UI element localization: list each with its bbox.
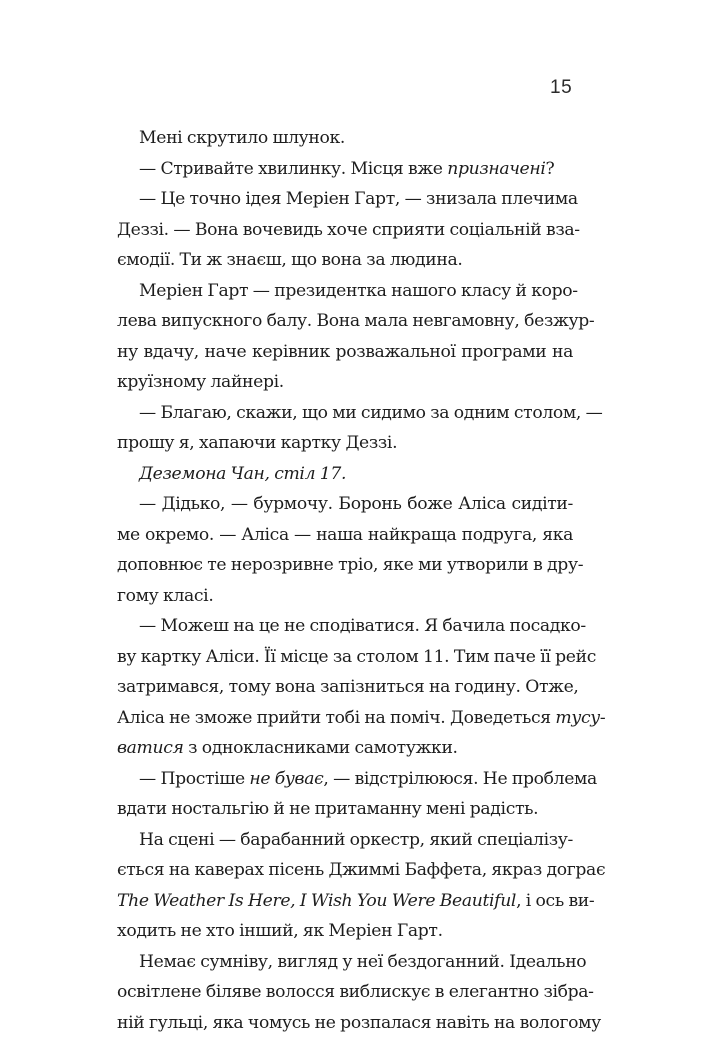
text-line [117, 642, 573, 673]
text-segment: Немає сумніву, вигляд у неї бездоганний. Ідеально [139, 952, 586, 972]
text-segment: ходить не хто інший, як Меріен Гарт. [117, 921, 443, 941]
text-line [117, 215, 573, 246]
text-line [117, 520, 573, 551]
text-line [117, 245, 573, 276]
text-segment: Меріен Гарт — президентка нашого класу й коро- [139, 281, 578, 301]
text-line [117, 1008, 573, 1038]
text-segment: вдати ностальгію й не притаманну мені радість. [117, 799, 538, 819]
text-segment: , — відстрілююся. Не проблема [323, 769, 597, 789]
text-segment: Мені скрутило шлунок. [139, 128, 345, 148]
text-line [117, 764, 573, 795]
text-segment: з однокласниками самотужки. [184, 738, 458, 758]
text-segment: — Можеш на це не сподіватися. Я бачила посадко- [139, 616, 586, 636]
text-line [117, 672, 573, 703]
text-line [117, 611, 573, 642]
text-segment: круїзному лайнері. [117, 372, 284, 392]
text-segment: прошу я, хапаючи картку Деззі. [117, 433, 397, 453]
text-line [117, 123, 573, 154]
text-line [117, 825, 573, 856]
text-segment: — Благаю, скажи, що ми сидимо за одним столом, — [139, 403, 602, 423]
italic-text: Деземона Чан, стіл 17. [139, 464, 346, 484]
text-line [117, 184, 573, 215]
text-line [117, 916, 573, 947]
text-line [117, 306, 573, 337]
text-segment: ну вдачу, наче керівник розважальної програми на [117, 342, 573, 362]
text-segment: освітлене біляве волосся виблискує в елегантно зібра- [117, 982, 594, 1002]
italic-text: призначені [447, 159, 545, 179]
text-segment: ву картку Аліси. Її місце за столом 11. Тим паче її рейс [117, 647, 596, 667]
text-segment: ме окремо. — Аліса — наша найкраща подруга, яка [117, 525, 573, 545]
text-line [117, 733, 573, 764]
text-segment: — Дідько, — бурмочу. Боронь боже Аліса сидіти- [139, 494, 573, 514]
text-line [117, 581, 573, 612]
text-segment: , і ось ви- [516, 891, 594, 911]
text-segment: — Це точно ідея Меріен Гарт, — знизала плечима [139, 189, 578, 209]
text-line [117, 276, 573, 307]
text-segment: затримався, тому вона запізниться на годину. Отже, [117, 677, 579, 697]
text-segment: ємодії. Ти ж знаєш, що вона за людина. [117, 250, 462, 270]
text-line [117, 398, 573, 429]
text-line [117, 489, 573, 520]
text-line [117, 855, 573, 886]
text-line [117, 886, 573, 917]
page-number: 15 [550, 77, 572, 99]
text-line [117, 337, 573, 368]
text-segment: лева випускного балу. Вона мала невгамовну, безжур- [117, 311, 594, 331]
text-line [117, 459, 573, 490]
italic-text: The Weather Is Here, I Wish You Were Beautiful [117, 891, 516, 911]
text-segment: Аліса не зможе прийти тобі на поміч. Доведеться [117, 708, 555, 728]
text-segment: гому класі. [117, 586, 213, 606]
text-segment: ній гульці, яка чомусь не розпалася навіть на вологому [117, 1013, 601, 1033]
text-segment: На сцені — барабанний оркестр, який спеціалізу- [139, 830, 573, 850]
body-text [117, 123, 573, 1038]
text-line [117, 947, 573, 978]
text-segment: ? [546, 159, 555, 179]
text-line [117, 977, 573, 1008]
italic-text: ватися [117, 738, 184, 758]
italic-text: не буває [249, 769, 323, 789]
text-segment: Деззі. — Вона вочевидь хоче сприяти соціальній вза- [117, 220, 580, 240]
text-line [117, 154, 573, 185]
text-segment: доповнює те нерозривне тріо, яке ми утворили в дру- [117, 555, 583, 575]
text-segment: ється на каверах пісень Джиммі Баффета, якраз дограє [117, 860, 605, 880]
text-line [117, 367, 573, 398]
text-segment: — Простіше [139, 769, 249, 789]
text-line [117, 794, 573, 825]
text-line [117, 428, 573, 459]
text-segment: — Стривайте хвилинку. Місця вже [139, 159, 447, 179]
text-line [117, 550, 573, 581]
italic-text: тусу- [555, 708, 605, 728]
text-line [117, 703, 573, 734]
